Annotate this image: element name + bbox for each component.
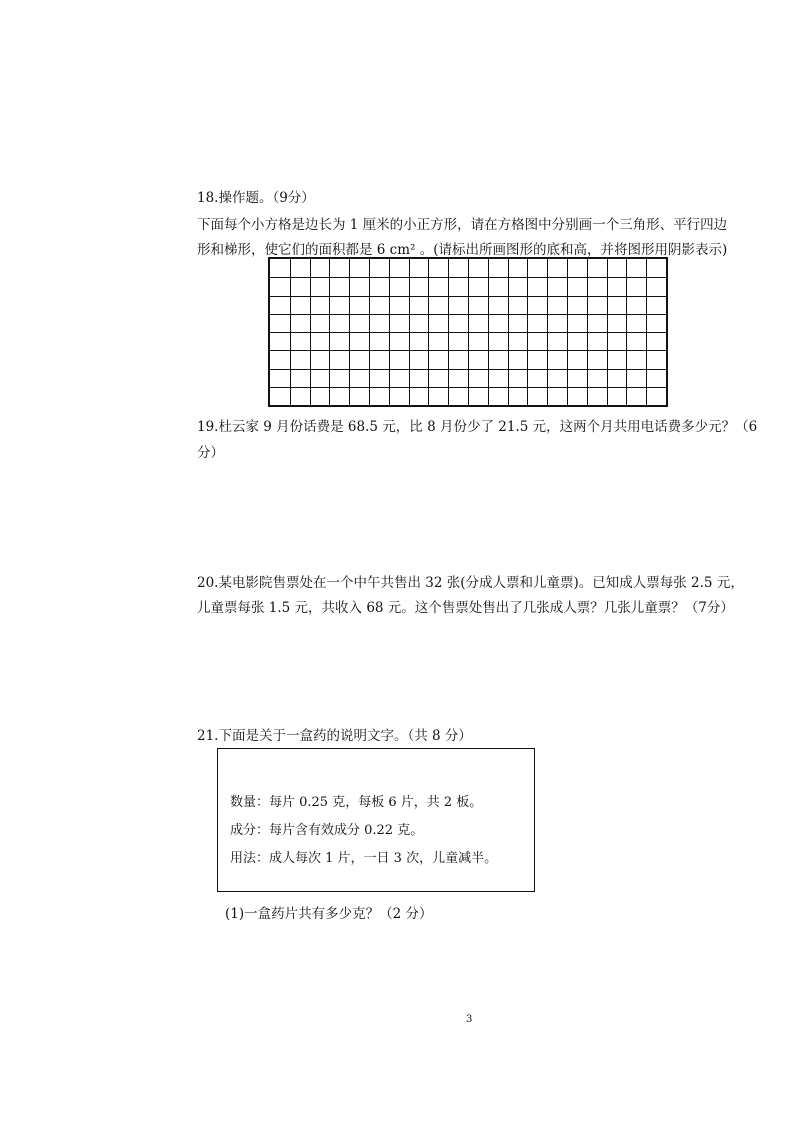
grid-horizontal-line xyxy=(270,296,666,297)
q20-text-line2: 儿童票每张 1.5 元，共收入 68 元。这个售票处售出了几张成人票？几张儿童票？（7分） xyxy=(197,600,734,616)
medicine-ingredient-line: 成分：每片含有效成分 0.22 克。 xyxy=(230,823,424,838)
square-grid xyxy=(268,257,668,407)
q18-title: 18.操作题。（9分） xyxy=(197,190,315,206)
grid-horizontal-line xyxy=(270,314,666,315)
grid-horizontal-line xyxy=(270,277,666,278)
q21-title: 21.下面是关于一盒药的说明文字。（共 8 分） xyxy=(197,728,472,744)
grid-horizontal-line xyxy=(270,387,666,388)
medicine-instruction-box xyxy=(217,748,535,892)
medicine-usage-line: 用法：成人每次 1 片，一日 3 次，儿童减半。 xyxy=(230,851,498,866)
grid-horizontal-line xyxy=(270,350,666,351)
q21-subquestion-1: (1)一盒药片共有多少克？（2 分） xyxy=(225,906,433,922)
q19-text-line1: 19.杜云家 9 月份话费是 68.5 元，比 8 月份少了 21.5 元，这两个月共用电话费多少元？（6 xyxy=(197,419,758,435)
q18-text-line1: 下面每个小方格是边长为 1 厘米的小正方形，请在方格图中分别画一个三角形、平行四边 xyxy=(197,217,728,233)
medicine-quantity-line: 数量：每片 0.25 克，每板 6 片，共 2 板。 xyxy=(230,795,483,810)
grid-horizontal-line xyxy=(270,369,666,370)
q20-text-line1: 20.某电影院售票处在一个中午共售出 32 张(分成人票和儿童票)。已知成人票每张 2.5 元， xyxy=(197,575,744,591)
q19-text-line2: 分） xyxy=(197,445,224,461)
q18-text-line2: 形和梯形，使它们的面积都是 6 cm² 。(请标出所画图形的底和高，并将图形用阴影表示) xyxy=(197,242,728,258)
page-number: 3 xyxy=(466,1014,473,1025)
grid-horizontal-line xyxy=(270,332,666,333)
